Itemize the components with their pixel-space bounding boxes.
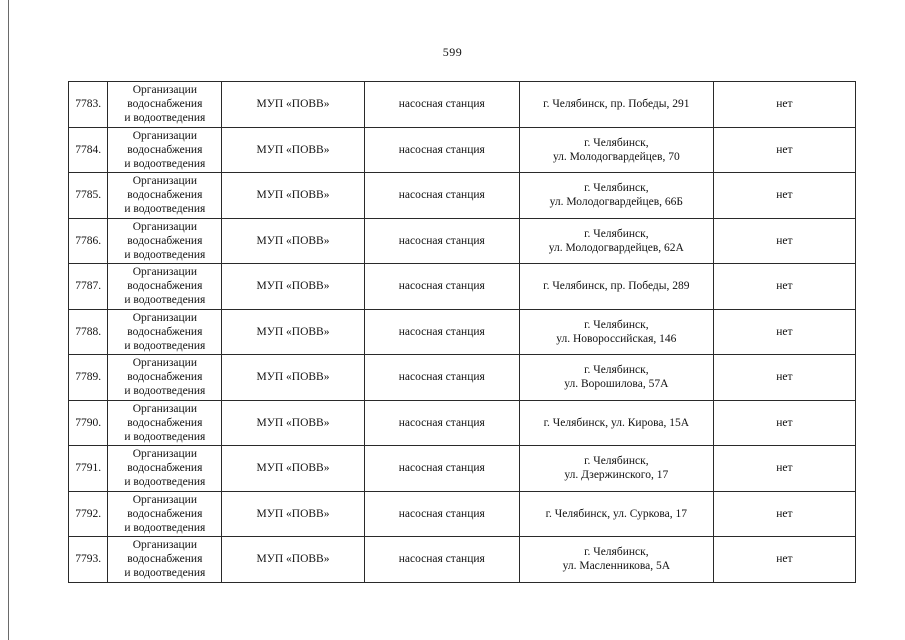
object-type-cell: насосная станция <box>364 127 519 173</box>
organization-type-line: водоснабжения <box>127 98 203 111</box>
organization-type-line: и водоотведения <box>124 112 206 125</box>
organization-type-line: Организации <box>132 129 197 142</box>
table-row <box>69 264 856 310</box>
owner-cell: МУП «ПОВВ» <box>222 400 364 446</box>
organization-type-line: водоснабжения <box>127 507 203 520</box>
owner-cell: МУП «ПОВВ» <box>222 82 364 128</box>
status-cell: нет <box>713 218 855 264</box>
organization-type-line: водоснабжения <box>127 416 203 429</box>
table-row <box>69 309 856 355</box>
object-type-cell: насосная станция <box>364 173 519 219</box>
row-number-cell: 7784. <box>69 127 108 173</box>
organization-type-line: водоснабжения <box>127 143 203 156</box>
organization-type-line: водоснабжения <box>127 462 203 475</box>
address-cell <box>519 537 713 583</box>
organization-type-line: и водоотведения <box>124 294 206 307</box>
organization-type-line: и водоотведения <box>124 339 206 352</box>
organization-type-line: Организации <box>132 493 197 506</box>
row-number-cell: 7793. <box>69 537 108 583</box>
status-cell: нет <box>713 537 855 583</box>
row-number-cell: 7786. <box>69 218 108 264</box>
owner-cell: МУП «ПОВВ» <box>222 127 364 173</box>
table-row <box>69 173 856 219</box>
status-cell: нет <box>713 400 855 446</box>
table-row <box>69 446 856 492</box>
object-type-cell: насосная станция <box>364 264 519 310</box>
organization-type-cell <box>108 309 222 355</box>
address-line: г. Челябинск, ул. Суркова, 17 <box>545 507 688 520</box>
organization-type-cell <box>108 491 222 537</box>
status-cell: нет <box>713 309 855 355</box>
organization-type-line: водоснабжения <box>127 553 203 566</box>
row-number-cell: 7791. <box>69 446 108 492</box>
status-cell: нет <box>713 446 855 492</box>
row-number-cell: 7790. <box>69 400 108 446</box>
organization-type-line: и водоотведения <box>124 203 206 216</box>
status-cell: нет <box>713 355 855 401</box>
owner-cell: МУП «ПОВВ» <box>222 173 364 219</box>
status-cell: нет <box>713 82 855 128</box>
organization-type-line: Организации <box>132 220 197 233</box>
organization-type-cell <box>108 82 222 128</box>
address-line: ул. Молодогвардейцев, 62А <box>548 241 684 254</box>
table-row <box>69 400 856 446</box>
page-number: 599 <box>442 45 463 59</box>
registry-table <box>68 81 856 583</box>
owner-cell: МУП «ПОВВ» <box>222 309 364 355</box>
address-line: ул. Дзержинского, 17 <box>564 469 669 482</box>
row-number-cell: 7792. <box>69 491 108 537</box>
object-type-cell: насосная станция <box>364 491 519 537</box>
organization-type-cell <box>108 218 222 264</box>
owner-cell: МУП «ПОВВ» <box>222 446 364 492</box>
address-cell <box>519 127 713 173</box>
organization-type-cell <box>108 264 222 310</box>
organization-type-line: водоснабжения <box>127 371 203 384</box>
object-type-cell: насосная станция <box>364 446 519 492</box>
address-cell <box>519 446 713 492</box>
address-line: ул. Молодогвардейцев, 66Б <box>549 196 684 209</box>
table-row <box>69 355 856 401</box>
address-cell <box>519 173 713 219</box>
organization-type-line: водоснабжения <box>127 189 203 202</box>
address-line: ул. Молодогвардейцев, 70 <box>552 150 680 163</box>
object-type-cell: насосная станция <box>364 309 519 355</box>
organization-type-cell <box>108 400 222 446</box>
owner-cell: МУП «ПОВВ» <box>222 537 364 583</box>
organization-type-cell <box>108 446 222 492</box>
organization-type-line: и водоотведения <box>124 248 206 261</box>
address-cell <box>519 82 713 128</box>
address-line: г. Челябинск, пр. Победы, 289 <box>543 280 690 293</box>
address-cell <box>519 264 713 310</box>
address-cell <box>519 218 713 264</box>
organization-type-line: Организации <box>132 402 197 415</box>
address-line: г. Челябинск, <box>584 318 649 331</box>
object-type-cell: насосная станция <box>364 400 519 446</box>
organization-type-line: и водоотведения <box>124 157 206 170</box>
table-row <box>69 82 856 128</box>
owner-cell: МУП «ПОВВ» <box>222 491 364 537</box>
address-line: г. Челябинск, <box>584 455 649 468</box>
owner-cell: МУП «ПОВВ» <box>222 264 364 310</box>
owner-cell: МУП «ПОВВ» <box>222 355 364 401</box>
status-cell: нет <box>713 491 855 537</box>
address-line: г. Челябинск, <box>584 136 649 149</box>
address-cell <box>519 309 713 355</box>
row-number-cell: 7785. <box>69 173 108 219</box>
address-cell <box>519 400 713 446</box>
status-cell: нет <box>713 127 855 173</box>
table-row <box>69 537 856 583</box>
organization-type-line: и водоотведения <box>124 521 206 534</box>
organization-type-line: Организации <box>132 448 197 461</box>
owner-cell: МУП «ПОВВ» <box>222 218 364 264</box>
object-type-cell: насосная станция <box>364 82 519 128</box>
address-line: ул. Новороссийская, 146 <box>556 332 677 345</box>
table-row <box>69 127 856 173</box>
row-number-cell: 7788. <box>69 309 108 355</box>
organization-type-line: Организации <box>132 175 197 188</box>
registry-table-body <box>69 82 856 583</box>
row-number-cell: 7787. <box>69 264 108 310</box>
organization-type-cell <box>108 173 222 219</box>
organization-type-line: водоснабжения <box>127 325 203 338</box>
row-number-cell: 7783. <box>69 82 108 128</box>
address-line: г. Челябинск, <box>584 182 649 195</box>
address-cell <box>519 491 713 537</box>
address-line: ул. Масленникова, 5А <box>562 560 671 573</box>
organization-type-line: и водоотведения <box>124 430 206 443</box>
address-cell <box>519 355 713 401</box>
organization-type-cell <box>108 127 222 173</box>
organization-type-cell <box>108 537 222 583</box>
organization-type-line: и водоотведения <box>124 385 206 398</box>
address-line: ул. Ворошилова, 57А <box>564 378 669 391</box>
address-line: г. Челябинск, ул. Кирова, 15А <box>543 416 690 429</box>
organization-type-line: водоснабжения <box>127 234 203 247</box>
organization-type-line: Организации <box>132 311 197 324</box>
object-type-cell: насосная станция <box>364 537 519 583</box>
status-cell: нет <box>713 264 855 310</box>
organization-type-line: Организации <box>132 539 197 552</box>
table-row <box>69 218 856 264</box>
address-line: г. Челябинск, <box>584 546 649 559</box>
table-row <box>69 491 856 537</box>
organization-type-line: и водоотведения <box>124 476 206 489</box>
organization-type-line: Организации <box>132 266 197 279</box>
organization-type-line: Организации <box>132 357 197 370</box>
organization-type-line: Организации <box>132 84 197 97</box>
object-type-cell: насосная станция <box>364 218 519 264</box>
row-number-cell: 7789. <box>69 355 108 401</box>
organization-type-line: водоснабжения <box>127 280 203 293</box>
address-line: г. Челябинск, пр. Победы, 291 <box>543 98 690 111</box>
status-cell: нет <box>713 173 855 219</box>
object-type-cell: насосная станция <box>364 355 519 401</box>
address-line: г. Челябинск, <box>584 364 649 377</box>
scan-edge-line <box>8 0 9 640</box>
organization-type-cell <box>108 355 222 401</box>
address-line: г. Челябинск, <box>584 227 649 240</box>
organization-type-line: и водоотведения <box>124 567 206 580</box>
